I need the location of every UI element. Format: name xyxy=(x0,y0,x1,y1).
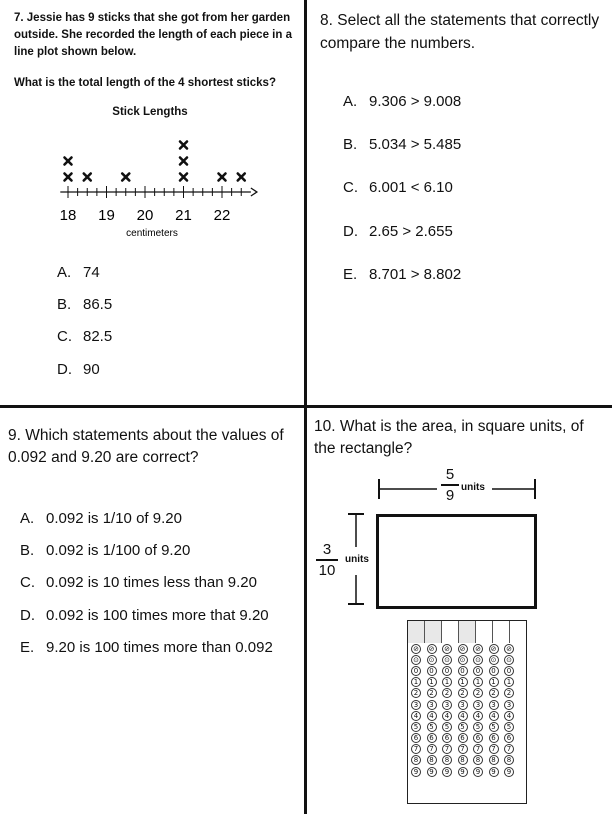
answer-bubble[interactable]: 6 xyxy=(442,733,452,743)
q7-question: What is the total length of the 4 shortest sticks? xyxy=(14,77,276,89)
bubble-row xyxy=(411,643,525,654)
answer-bubble[interactable]: 2 xyxy=(442,688,452,698)
answer-bubble[interactable]: 2 xyxy=(411,688,421,698)
tick-label: 20 xyxy=(136,207,154,224)
q8-option-c[interactable] xyxy=(343,179,453,196)
answer-bubble[interactable]: 7 xyxy=(458,744,468,754)
entry-box[interactable] xyxy=(510,621,526,643)
bubble-row xyxy=(411,677,525,688)
bubble-row xyxy=(411,755,525,766)
answer-bubble[interactable]: 4 xyxy=(458,711,468,721)
plot-tick-labels xyxy=(60,207,231,224)
answer-bubble[interactable]: 1 xyxy=(504,677,514,687)
answer-bubble[interactable]: 5 xyxy=(473,722,483,732)
option-text: 9.20 is 100 times more than 0.092 xyxy=(46,639,273,656)
option-letter: D. xyxy=(343,223,358,240)
answer-bubble[interactable]: ⊘ xyxy=(427,644,437,654)
answer-bubble[interactable]: 9 xyxy=(411,767,421,777)
answer-bubble[interactable]: 5 xyxy=(411,722,421,732)
data-point-x-mark xyxy=(180,142,187,149)
data-point-x-mark xyxy=(219,174,226,181)
answer-bubble[interactable]: 3 xyxy=(442,700,452,710)
plot-axis xyxy=(60,186,257,198)
answer-bubble[interactable]: 0 xyxy=(411,666,421,676)
answer-bubble[interactable]: 5 xyxy=(442,722,452,732)
answer-bubble[interactable]: 3 xyxy=(458,700,468,710)
answer-bubble[interactable]: 4 xyxy=(427,711,437,721)
chart-title: Stick Lengths xyxy=(112,106,188,118)
data-point-x-mark xyxy=(65,174,72,181)
option-text: 2.65 > 2.655 xyxy=(369,223,453,240)
option-text: 0.092 is 100 times more that 9.20 xyxy=(46,607,269,624)
entry-box[interactable] xyxy=(476,621,493,643)
x-axis-label: centimeters xyxy=(126,228,178,239)
answer-bubble[interactable]: 6 xyxy=(427,733,437,743)
option-text: 6.001 < 6.10 xyxy=(369,179,453,196)
answer-bubble[interactable]: 4 xyxy=(489,711,499,721)
answer-bubble[interactable]: 7 xyxy=(489,744,499,754)
q9-option-a[interactable] xyxy=(20,510,182,527)
answer-bubble[interactable]: 8 xyxy=(411,755,421,765)
bubble-row xyxy=(411,766,525,777)
data-point-x-mark xyxy=(122,174,129,181)
horizontal-divider xyxy=(0,405,612,408)
answer-bubble[interactable]: 9 xyxy=(504,767,514,777)
option-letter: B. xyxy=(57,296,72,313)
answer-bubble[interactable]: 5 xyxy=(489,722,499,732)
answer-bubble[interactable]: ⊘ xyxy=(458,644,468,654)
option-text: 74 xyxy=(83,264,100,281)
answer-bubble[interactable]: 5 xyxy=(427,722,437,732)
answer-bubble[interactable]: 1 xyxy=(442,677,452,687)
answer-bubble[interactable]: 2 xyxy=(504,688,514,698)
answer-bubble[interactable]: ⊘ xyxy=(489,644,499,654)
answer-bubble[interactable]: 0 xyxy=(458,666,468,676)
height-numerator: 3 xyxy=(322,541,332,558)
tick-label: 18 xyxy=(59,207,77,224)
answer-bubble[interactable]: 5 xyxy=(458,722,468,732)
entry-box[interactable] xyxy=(459,621,476,643)
q8-prompt: 8. Select all the statements that correctly compare the numbers. xyxy=(320,12,600,52)
option-letter: A. xyxy=(343,93,358,110)
answer-bubble[interactable]: 3 xyxy=(489,700,499,710)
line-plot xyxy=(0,125,300,240)
fraction-bar xyxy=(441,484,459,486)
q9-option-b[interactable] xyxy=(20,542,190,559)
answer-bubble[interactable]: 9 xyxy=(458,767,468,777)
answer-bubble[interactable]: 3 xyxy=(504,700,514,710)
entry-box[interactable] xyxy=(493,621,510,643)
tick-label: 21 xyxy=(175,207,192,224)
option-letter: A. xyxy=(57,264,72,281)
answer-bubble[interactable]: 7 xyxy=(411,744,421,754)
rectangle-figure xyxy=(376,514,537,609)
plot-marks xyxy=(65,142,245,181)
width-denominator: 9 xyxy=(445,486,455,504)
answer-bubble[interactable]: ⊙ xyxy=(411,655,421,665)
answer-bubble[interactable]: 0 xyxy=(427,666,437,676)
answer-bubble[interactable]: 3 xyxy=(473,700,483,710)
q7-prompt: 7. Jessie has 9 sticks that she got from her garden outside. She recorded the length of each piece in a line plot shown below. xyxy=(14,12,292,58)
height-denominator: 10 xyxy=(318,561,336,579)
q7-option-d[interactable] xyxy=(57,361,100,378)
answer-grid-entry-boxes[interactable] xyxy=(408,621,526,643)
q10-prompt: 10. What is the area, in square units, of the rectangle? xyxy=(314,418,584,457)
q8-option-b[interactable] xyxy=(343,136,461,153)
entry-box[interactable] xyxy=(408,621,425,643)
option-letter: A. xyxy=(20,510,35,527)
option-text: 86.5 xyxy=(83,296,113,313)
bubble-row xyxy=(411,721,525,732)
answer-bubble[interactable]: 0 xyxy=(473,666,483,676)
q8-option-e[interactable] xyxy=(343,266,461,283)
q9-option-c[interactable] xyxy=(20,574,257,591)
entry-box[interactable] xyxy=(425,621,442,643)
answer-bubble[interactable]: 4 xyxy=(411,711,421,721)
q7-option-b[interactable] xyxy=(57,296,112,313)
q9-option-e[interactable] xyxy=(20,639,273,656)
answer-bubble[interactable]: 1 xyxy=(473,677,483,687)
answer-bubble[interactable]: 4 xyxy=(442,711,452,721)
answer-bubble[interactable]: 4 xyxy=(473,711,483,721)
answer-bubble[interactable]: 8 xyxy=(473,755,483,765)
answer-grid[interactable] xyxy=(407,620,527,804)
bubble-row xyxy=(411,688,525,699)
answer-bubble[interactable]: 6 xyxy=(473,733,483,743)
answer-bubble[interactable]: ⊘ xyxy=(411,644,421,654)
answer-bubble[interactable]: 9 xyxy=(489,767,499,777)
answer-bubble[interactable]: ⊙ xyxy=(504,655,514,665)
answer-bubble[interactable]: 1 xyxy=(489,677,499,687)
answer-bubble[interactable]: ⊙ xyxy=(458,655,468,665)
answer-bubble[interactable]: 2 xyxy=(458,688,468,698)
answer-bubble[interactable]: 7 xyxy=(427,744,437,754)
data-point-x-mark xyxy=(180,174,187,181)
bubble-row xyxy=(411,699,525,710)
answer-bubble[interactable]: 6 xyxy=(458,733,468,743)
answer-bubble[interactable]: 7 xyxy=(442,744,452,754)
q8-option-a[interactable] xyxy=(343,93,461,110)
fraction-bar xyxy=(316,559,338,561)
tick-label: 19 xyxy=(98,207,115,224)
bubble-row xyxy=(411,744,525,755)
answer-bubble[interactable]: 2 xyxy=(473,688,483,698)
bubble-row xyxy=(411,665,525,676)
answer-bubble[interactable]: 0 xyxy=(442,666,452,676)
answer-bubble[interactable]: 0 xyxy=(489,666,499,676)
tick-label: 22 xyxy=(213,207,231,224)
q7-option-c[interactable] xyxy=(57,328,112,345)
answer-bubble[interactable]: 9 xyxy=(427,767,437,777)
answer-bubble[interactable]: 8 xyxy=(489,755,499,765)
option-text: 0.092 is 1/10 of 9.20 xyxy=(46,510,182,527)
answer-bubble[interactable]: 9 xyxy=(442,767,452,777)
option-text: 8.701 > 8.802 xyxy=(369,266,462,283)
height-units: units xyxy=(345,554,369,565)
option-letter: C. xyxy=(343,179,358,196)
bubble-row xyxy=(411,654,525,665)
q7-option-a[interactable] xyxy=(57,264,100,281)
answer-bubble[interactable]: 1 xyxy=(411,677,421,687)
answer-bubble[interactable]: ⊙ xyxy=(473,655,483,665)
option-text: 82.5 xyxy=(83,328,113,345)
answer-bubble[interactable]: 6 xyxy=(411,733,421,743)
answer-bubble[interactable]: 1 xyxy=(458,677,468,687)
data-point-x-mark xyxy=(238,174,245,181)
data-point-x-mark xyxy=(84,174,91,181)
option-text: 0.092 is 10 times less than 9.20 xyxy=(46,574,257,591)
option-letter: C. xyxy=(20,574,35,591)
option-letter: D. xyxy=(57,361,72,378)
answer-bubble[interactable]: 9 xyxy=(473,767,483,777)
answer-bubble[interactable]: 1 xyxy=(427,677,437,687)
q8-option-d[interactable] xyxy=(343,223,453,240)
q9-option-d[interactable] xyxy=(20,607,269,624)
bubble-row xyxy=(411,710,525,721)
answer-grid-bubbles[interactable] xyxy=(411,643,525,777)
width-units: units xyxy=(461,482,485,493)
option-letter: D. xyxy=(20,607,35,624)
data-point-x-mark xyxy=(180,158,187,165)
option-letter: B. xyxy=(20,542,35,559)
axis-arrow-icon xyxy=(251,188,257,196)
answer-bubble[interactable]: 7 xyxy=(504,744,514,754)
answer-bubble[interactable]: 4 xyxy=(504,711,514,721)
answer-bubble[interactable]: 5 xyxy=(504,722,514,732)
answer-bubble[interactable]: 8 xyxy=(458,755,468,765)
height-fraction xyxy=(316,541,338,579)
option-letter: B. xyxy=(343,136,358,153)
option-text: 90 xyxy=(83,361,100,378)
answer-bubble[interactable]: 2 xyxy=(427,688,437,698)
answer-bubble[interactable]: 8 xyxy=(442,755,452,765)
answer-bubble[interactable]: 6 xyxy=(504,733,514,743)
answer-bubble[interactable]: 3 xyxy=(411,700,421,710)
answer-bubble[interactable]: ⊙ xyxy=(489,655,499,665)
option-letter: E. xyxy=(20,639,35,656)
answer-bubble[interactable]: ⊙ xyxy=(442,655,452,665)
option-text: 9.306 > 9.008 xyxy=(369,93,462,110)
answer-bubble[interactable]: 3 xyxy=(427,700,437,710)
answer-bubble[interactable]: 0 xyxy=(504,666,514,676)
q9-prompt: 9. Which statements about the values of 0.092 and 9.20 are correct? xyxy=(8,427,284,466)
answer-bubble[interactable]: 6 xyxy=(489,733,499,743)
option-text: 0.092 is 1/100 of 9.20 xyxy=(46,542,191,559)
answer-bubble[interactable]: ⊙ xyxy=(427,655,437,665)
width-fraction xyxy=(441,466,459,504)
answer-bubble[interactable]: 8 xyxy=(504,755,514,765)
width-numerator: 5 xyxy=(445,466,455,483)
option-text: 5.034 > 5.485 xyxy=(369,136,462,153)
answer-bubble[interactable]: ⊘ xyxy=(473,644,483,654)
answer-bubble[interactable]: ⊘ xyxy=(442,644,452,654)
bubble-row xyxy=(411,733,525,744)
answer-bubble[interactable]: 2 xyxy=(489,688,499,698)
answer-bubble[interactable]: 8 xyxy=(427,755,437,765)
entry-box[interactable] xyxy=(442,621,459,643)
option-letter: E. xyxy=(343,266,358,283)
data-point-x-mark xyxy=(65,158,72,165)
option-letter: C. xyxy=(57,328,72,345)
answer-bubble[interactable]: ⊘ xyxy=(504,644,514,654)
answer-bubble[interactable]: 7 xyxy=(473,744,483,754)
